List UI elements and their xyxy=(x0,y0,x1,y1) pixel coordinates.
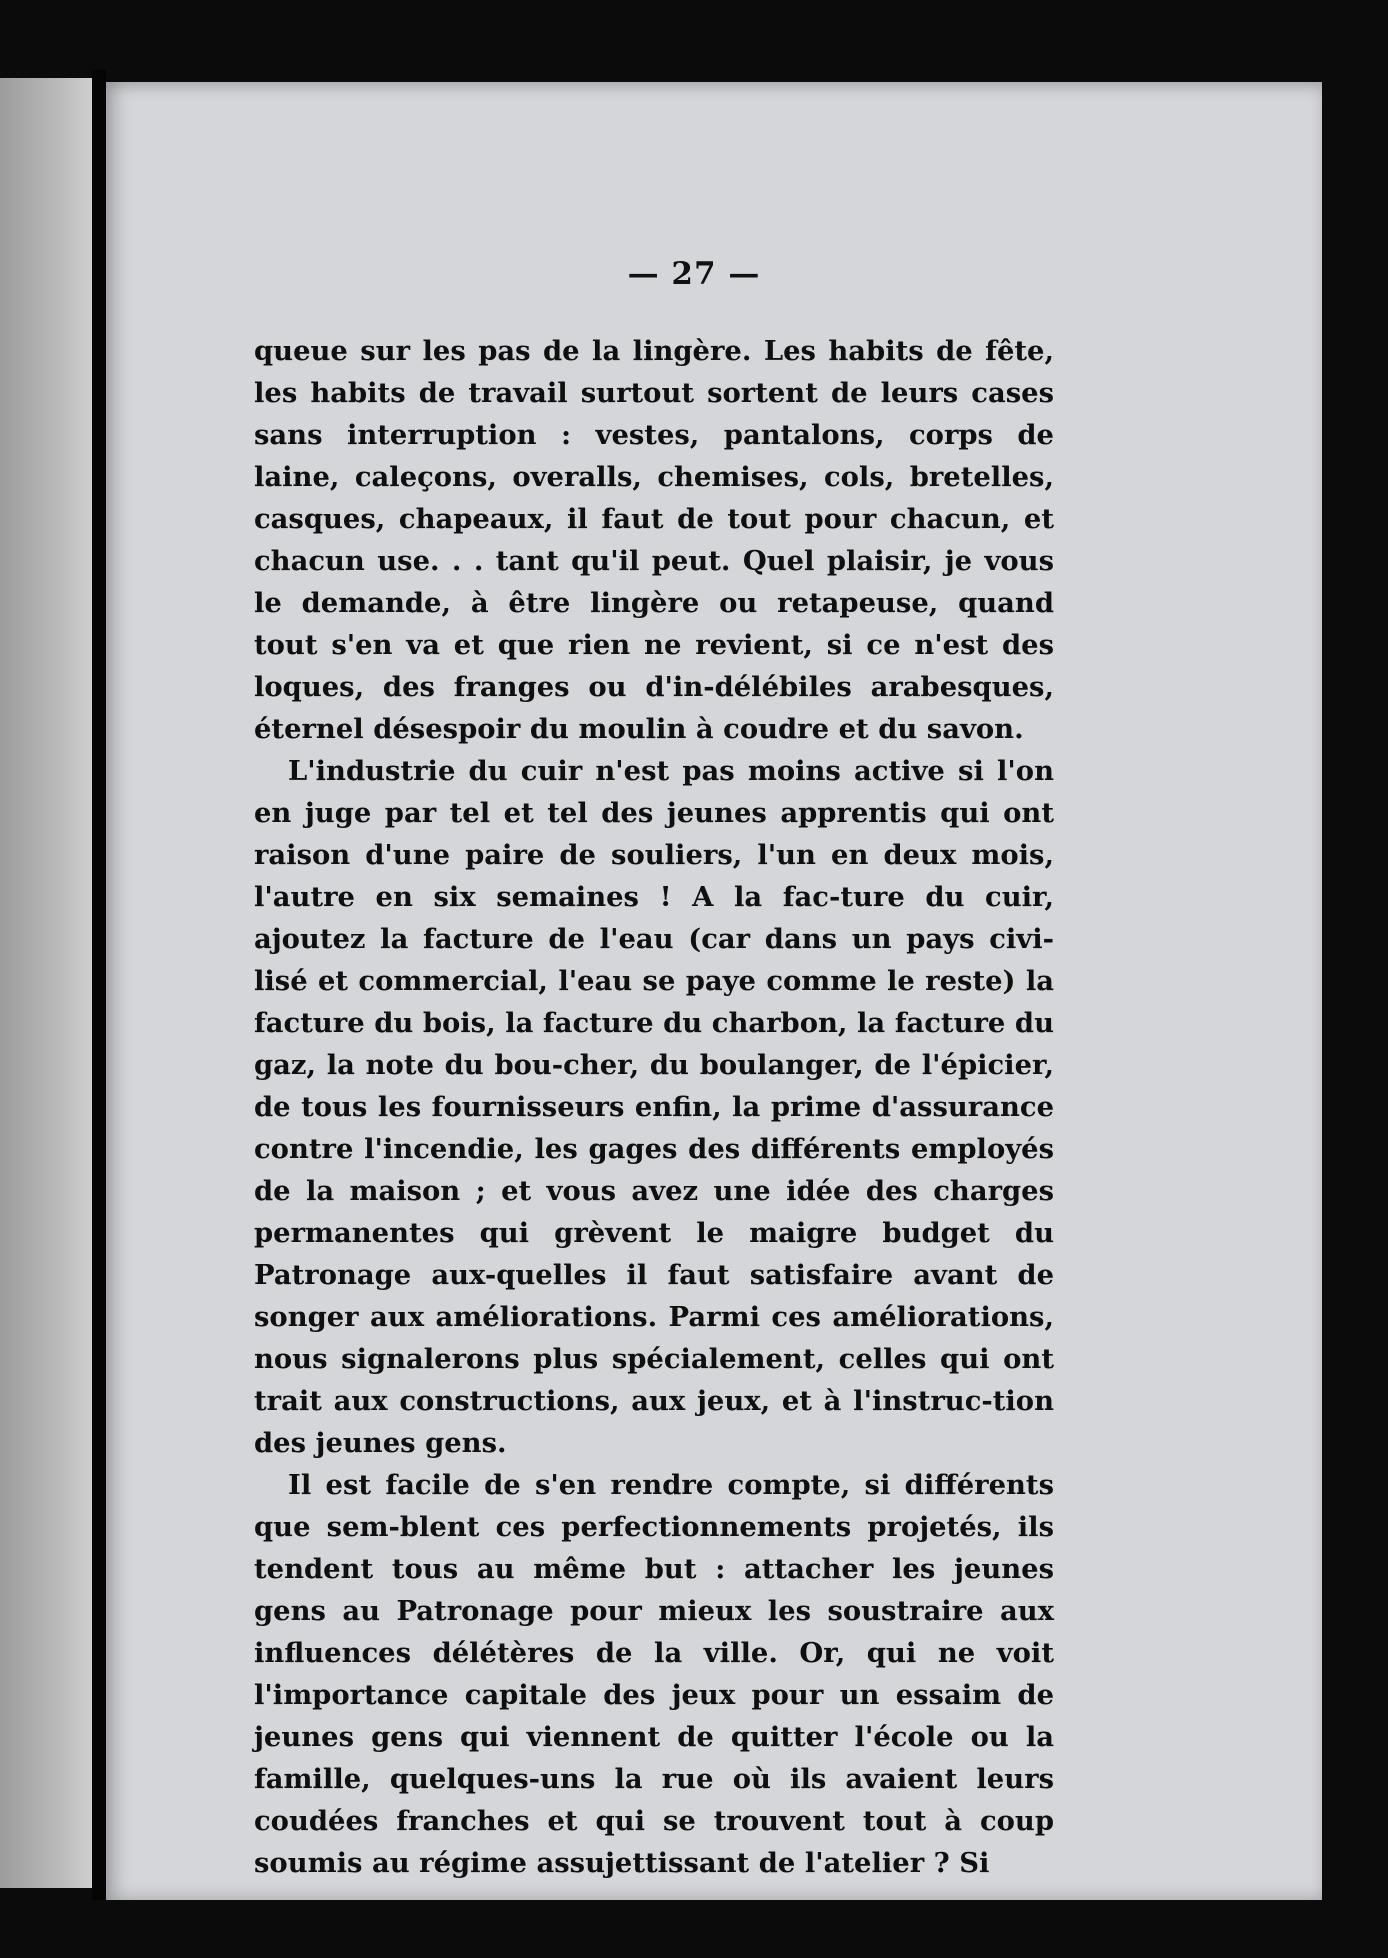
page-number: — 27 — xyxy=(627,256,761,292)
paragraph-3: Il est facile de s'en rendre compte, si différents que sem-blent ces perfectionnements projetés, ils tendent tous au même but : attacher les jeunes gens au Patronage pour mieux les soustraire aux influences délétères de la ville. Or, qui ne voit l'importance capitale des jeux pour un essaim de jeunes gens qui viennent de quitter l'école ou la famille, quelques-uns la rue où ils avaient leurs coudées franches et qui se trouvent tout à coup soumis au régime assujettissant de l'atelier ? Si xyxy=(254,1469,1054,1879)
paragraph-2: L'industrie du cuir n'est pas moins active si l'on en juge par tel et tel des jeunes apprentis qui ont raison d'une paire de souliers, l'un en deux mois, l'autre en six semaines ! A la fac-ture du cuir, ajoutez la facture de l'eau (car dans un pays civi-lisé et commercial, l'eau se paye comme le reste) la facture du bois, la facture du charbon, la facture du gaz, la note du bou-cher, du boulanger, de l'épicier, de tous les fournisseurs enfin, la prime d'assurance contre l'incendie, les gages des différents employés de la maison ; et vous avez une idée des charges permanentes qui grèvent le maigre budget du Patronage aux-quelles il faut satisfaire avant de songer aux améliorations. Parmi ces améliorations, nous signalerons plus spécialement, celles qui ont trait aux constructions, aux jeux, et à l'instruc-tion des jeunes gens. xyxy=(254,755,1054,1459)
facing-page-edge xyxy=(0,78,92,1888)
paragraph-1: queue sur les pas de la lingère. Les habits de fête, les habits de travail surtout sortent de leurs cases sans interruption : vestes, pantalons, corps de laine, caleçons, overalls, chemises, cols, bretelles, casques, chapeaux, il faut de tout pour chacun, et chacun use. . . tant qu'il peut. Quel plaisir, je vous le demande, à être lingère ou retapeuse, quand tout s'en va et que rien ne revient, si ce n'est des loques, des franges ou d'in-délébiles arabesques, éternel désespoir du moulin à coudre et du savon. xyxy=(254,335,1054,745)
page-body xyxy=(254,330,1054,1884)
book-gutter xyxy=(92,70,106,1900)
